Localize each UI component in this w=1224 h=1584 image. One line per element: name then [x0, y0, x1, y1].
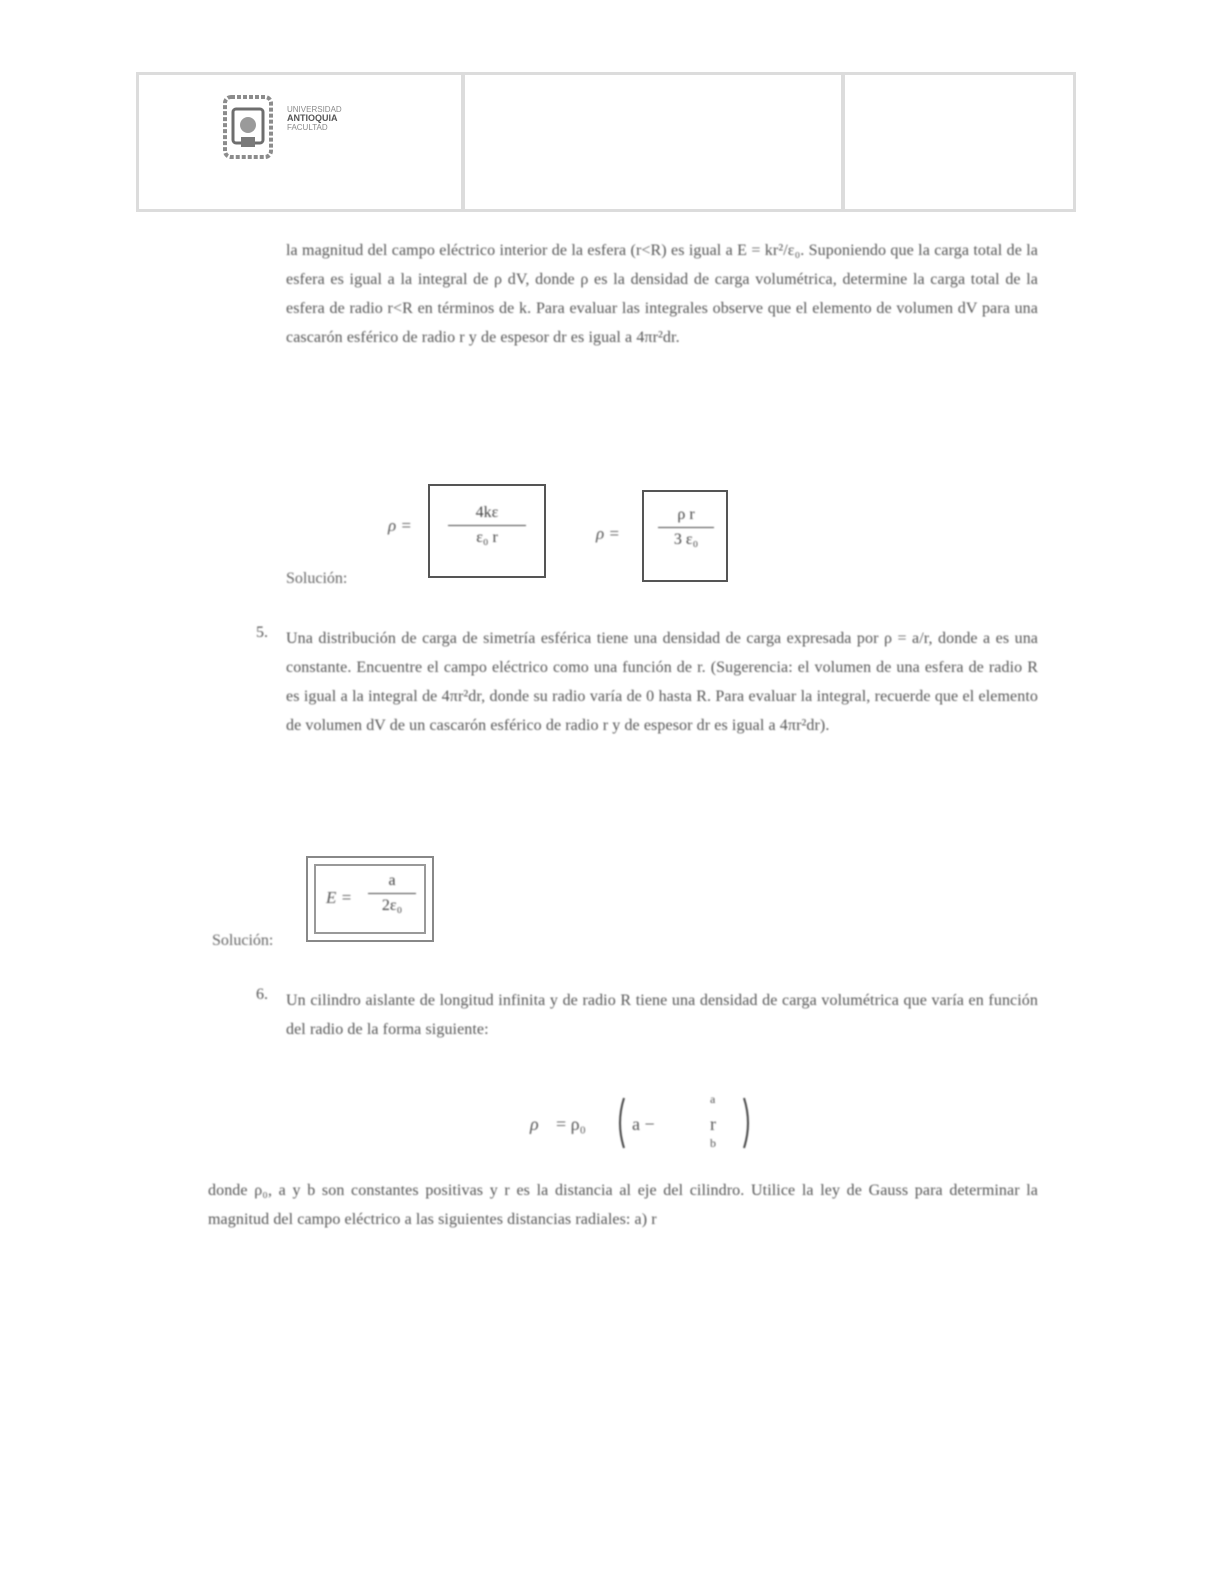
header-center-cell: [465, 75, 845, 209]
problem-4-text: la magnitud del campo eléctrico interior de la esfera (r<R) es igual a E = kr²/ε₀. Suponiendo que la carga total de la esfera es igual a la integral de ρ dV, donde ρ es la densidad de carga volumétrica, determine la carga total de la esfera de radio r<R en términos de k. Para evaluar las integrales observe que el elemento de volumen dV para una cascarón esférico de radio r y de espesor dr es igual a 4πr²dr.: [286, 242, 1038, 346]
logo-line-1: UNIVERSIDAD: [287, 105, 342, 114]
equation-rhs: = ρ₀: [556, 1114, 586, 1134]
formula-1-lhs: ρ =: [388, 516, 412, 535]
university-seal-icon: [223, 95, 273, 159]
formula-box-3: [306, 856, 434, 942]
formula-box-2: [642, 490, 728, 582]
problem-5-number: 5.: [256, 624, 268, 641]
equation-lhs: ρ: [530, 1114, 539, 1134]
problem-6-text: Un cilindro aislante de longitud infinita y de radio R tiene una densidad de carga volumétrica que varía en función del radio de la forma siguiente:: [286, 992, 1038, 1038]
header-right-cell: [845, 75, 1073, 209]
equation-paren-b: r: [710, 1114, 716, 1134]
equation-paren-a: a −: [632, 1114, 655, 1134]
university-logo-text: [287, 105, 342, 132]
density-equation: [530, 1092, 760, 1154]
formula-3-lhs: E =: [326, 888, 353, 907]
formula-3-numerator: a: [388, 872, 396, 889]
formula-3-denominator: 2ε₀: [381, 897, 403, 914]
logo-line-3: FACULTAD: [287, 123, 328, 132]
equation-paren-den: b: [710, 1136, 716, 1150]
solution-2-label: Solución:: [212, 932, 274, 949]
formula-2-numerator: ρ r: [677, 506, 695, 523]
formula-2-fraction: [658, 506, 714, 549]
document-header-table: [136, 72, 1076, 212]
formula-1-bar: [448, 525, 526, 526]
solution-1-label: Solución:: [286, 570, 348, 587]
logo-line-2: ANTIOQUIA: [287, 113, 338, 123]
formula-1-fraction: [448, 504, 526, 547]
formula-box-1: [428, 484, 546, 578]
formula-3-fraction: [368, 872, 416, 915]
formula-2-bar: [658, 527, 714, 528]
problem-6-number: 6.: [256, 986, 268, 1003]
formula-1-denominator: ε₀ r: [476, 529, 498, 546]
problem-5-text: Una distribución de carga de simetría esférica tiene una densidad de carga expresada por ρ = a/r, donde a es una constante. Encuentre el campo eléctrico como una función de r. (Sugerencia: el volumen de una esfera de radio R es igual a la integral de 4πr²dr, donde su radio varía de 0 hasta R. Para evaluar la integral, recuerde que el elemento de volumen dV de un cascarón esférico de radio r y de espesor dr es igual a 4πr²dr).: [286, 630, 1038, 734]
formula-2-denominator: 3 ε₀: [673, 531, 699, 548]
equation-paren-top: a: [710, 1092, 716, 1106]
formula-2-lhs: ρ =: [596, 524, 620, 543]
problem-6-continuation-text: donde ρ₀, a y b son constantes positivas y r es la distancia al eje del cilindro. Utilice la ley de Gauss para determinar la magnitud del campo eléctrico a las siguientes distancias radiales: a) r: [208, 1182, 1038, 1228]
header-logo-cell: [139, 75, 465, 209]
formula-1-numerator: 4kε: [475, 504, 499, 521]
formula-3-bar: [368, 893, 416, 894]
